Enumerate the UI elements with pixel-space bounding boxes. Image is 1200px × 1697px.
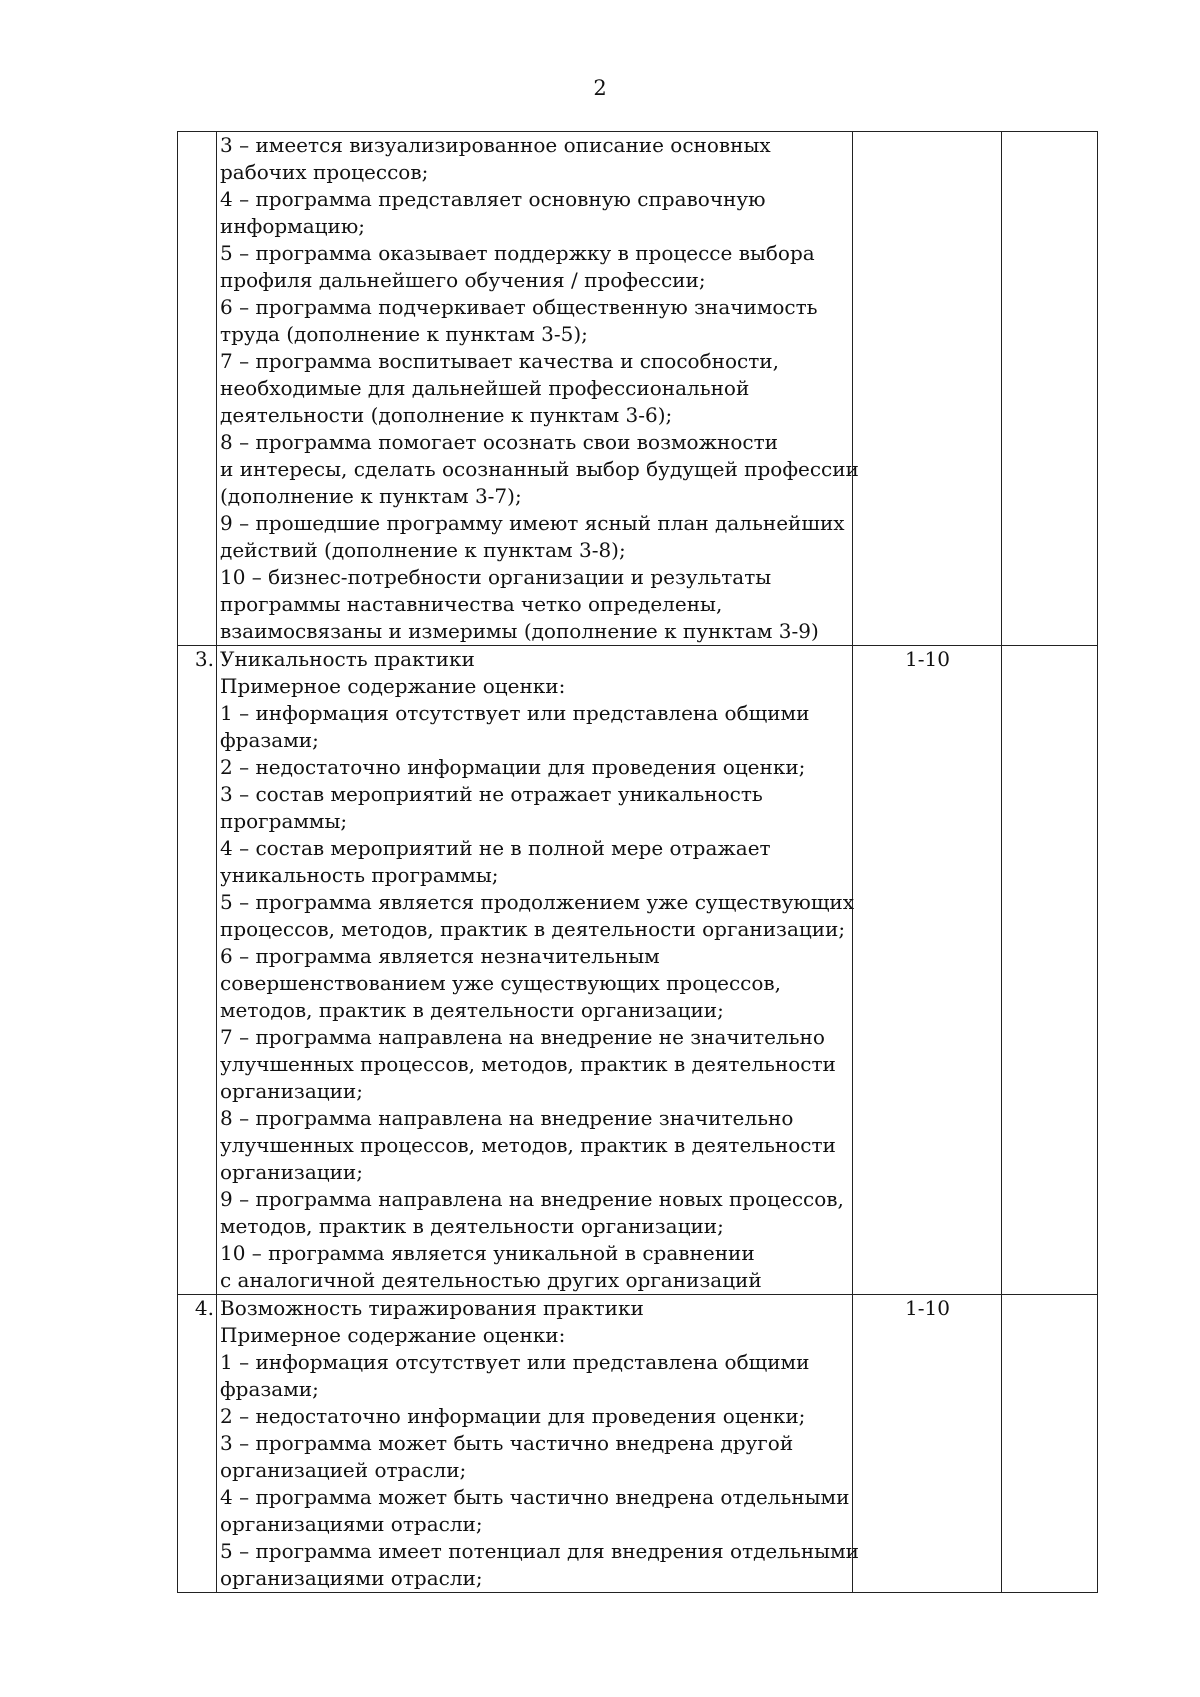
criterion-text-line: Примерное содержание оценки: [220, 674, 566, 698]
table-row [178, 646, 1098, 1295]
criterion-text-line: программы; [220, 809, 348, 833]
criterion-text-line: 1 – информация отсутствует или представлена общими [220, 701, 810, 725]
criteria-table [177, 131, 1098, 1593]
criterion-text-line: 6 – программа является незначительным [220, 944, 660, 968]
criterion-text-line: 7 – программа направлена на внедрение не значительно [220, 1025, 825, 1049]
criterion-text-line: 10 – программа является уникальной в сравнении [220, 1241, 755, 1265]
criterion-text-line: фразами; [220, 728, 319, 752]
table-row [178, 132, 1098, 646]
criterion-text-line: организации; [220, 1079, 363, 1103]
criterion-text-line: процессов, методов, практик в деятельности организации; [220, 917, 846, 941]
score-range [853, 132, 1002, 646]
criterion-text-line: 8 – программа помогает осознать свои возможности [220, 430, 778, 454]
criterion-text-line: труда (дополнение к пунктам 3-5); [220, 322, 588, 346]
criterion-text-line: рабочих процессов; [220, 160, 429, 184]
criterion-text-line: 5 – программа является продолжением уже существующих [220, 890, 855, 914]
criterion-text-line: 2 – недостаточно информации для проведения оценки; [220, 1404, 806, 1428]
criterion-text-line: 6 – программа подчеркивает общественную значимость [220, 295, 818, 319]
criterion-text-line: 4 – программа может быть частично внедрена отдельными [220, 1485, 850, 1509]
score-range: 1-10 [853, 646, 1002, 1295]
criterion-text-line: с аналогичной деятельностью других организаций [220, 1268, 762, 1292]
criterion-text-line: взаимосвязаны и измеримы (дополнение к пунктам 3-9) [220, 619, 819, 643]
criterion-text-line: Уникальность практики [220, 647, 475, 671]
assessment-cell [1002, 1295, 1098, 1593]
criterion-text-line: 7 – программа воспитывает качества и способности, [220, 349, 779, 373]
criterion-text-line: (дополнение к пунктам 3-7); [220, 484, 522, 508]
criterion-text-line: 10 – бизнес-потребности организации и результаты [220, 565, 772, 589]
criterion-text-line: информацию; [220, 214, 365, 238]
criterion-text-line: 5 – программа имеет потенциал для внедрения отдельными [220, 1539, 859, 1563]
assessment-cell [1002, 646, 1098, 1295]
criterion-text-line: 9 – программа направлена на внедрение новых процессов, [220, 1187, 844, 1211]
criterion-text-line: Примерное содержание оценки: [220, 1323, 566, 1347]
criterion-text-line: организациями отрасли; [220, 1566, 483, 1590]
criterion-description [217, 1295, 859, 1593]
criterion-text-line: 8 – программа направлена на внедрение значительно [220, 1106, 794, 1130]
criterion-text-line: 9 – прошедшие программу имеют ясный план дальнейших [220, 511, 845, 535]
row-number [178, 132, 217, 646]
criterion-text-line: улучшенных процессов, методов, практик в деятельности [220, 1052, 836, 1076]
row-number: 3. [178, 646, 217, 1295]
criterion-text-line: и интересы, сделать осознанный выбор будущей профессии [220, 457, 859, 481]
criteria-table-body [178, 132, 1098, 1593]
criterion-text-line: организациями отрасли; [220, 1512, 483, 1536]
criterion-text-line: деятельности (дополнение к пунктам 3-6); [220, 403, 673, 427]
criterion-text-line: методов, практик в деятельности организации; [220, 1214, 724, 1238]
criterion-text-line: методов, практик в деятельности организации; [220, 998, 724, 1022]
row-number: 4. [178, 1295, 217, 1593]
criterion-text-line: действий (дополнение к пунктам 3-8); [220, 538, 626, 562]
criterion-text-line: 4 – программа представляет основную справочную [220, 187, 766, 211]
criterion-description [217, 132, 859, 646]
criterion-text-line: улучшенных процессов, методов, практик в деятельности [220, 1133, 836, 1157]
criterion-text-line: 2 – недостаточно информации для проведения оценки; [220, 755, 806, 779]
criterion-text-line: 5 – программа оказывает поддержку в процессе выбора [220, 241, 815, 265]
criterion-text-line: уникальность программы; [220, 863, 499, 887]
criterion-text-line: 3 – имеется визуализированное описание основных [220, 133, 771, 157]
criterion-text-line: фразами; [220, 1377, 319, 1401]
criterion-text-line: 4 – состав мероприятий не в полной мере отражает [220, 836, 771, 860]
criterion-text-line: организации; [220, 1160, 363, 1184]
criterion-text-line: организацией отрасли; [220, 1458, 467, 1482]
criterion-text-line: программы наставничества четко определены, [220, 592, 723, 616]
criterion-text-line: 1 – информация отсутствует или представлена общими [220, 1350, 810, 1374]
criterion-description [217, 646, 853, 1295]
criterion-text-line: совершенствованием уже существующих процессов, [220, 971, 782, 995]
page-number: 2 [593, 76, 607, 100]
criterion-text-line: необходимые для дальнейшей профессиональной [220, 376, 750, 400]
criterion-text-line: профиля дальнейшего обучения / профессии; [220, 268, 706, 292]
assessment-cell [1002, 132, 1098, 646]
criterion-text-line: Возможность тиражирования практики [220, 1296, 644, 1320]
criterion-text-line: 3 – программа может быть частично внедрена другой [220, 1431, 794, 1455]
table-row [178, 1295, 1098, 1593]
criterion-text-line: 3 – состав мероприятий не отражает уникальность [220, 782, 763, 806]
score-range: 1-10 [853, 1295, 1002, 1593]
